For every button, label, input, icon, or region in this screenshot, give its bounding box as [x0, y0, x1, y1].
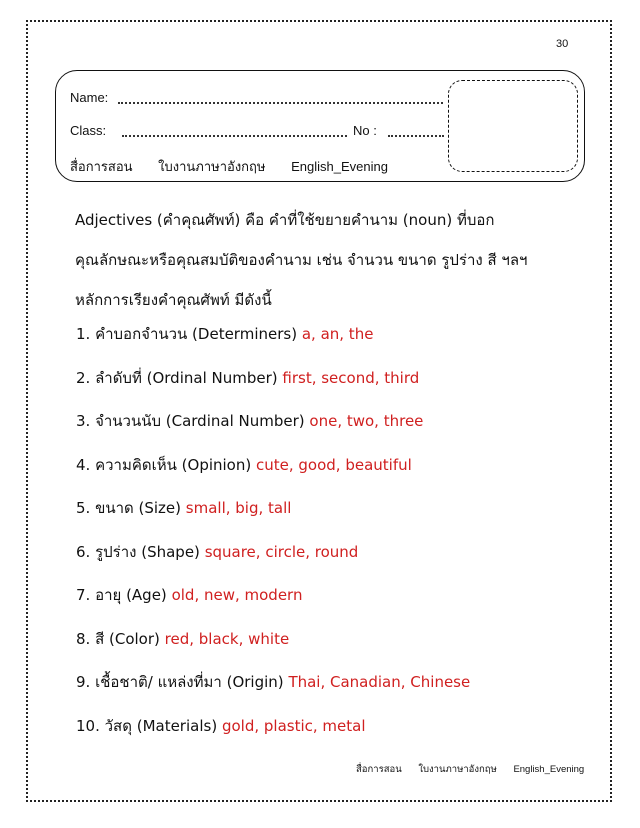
item-examples: a, an, the: [301, 325, 374, 343]
subtitle-media: สื่อการสอน: [70, 159, 133, 174]
item-examples: first, second, third: [282, 369, 420, 387]
item-label: 9. เชื้อชาติ/ แหล่งที่มา (Origin): [76, 673, 284, 691]
list-item: [76, 322, 373, 346]
list-item: [76, 409, 423, 433]
item-examples: square, circle, round: [204, 543, 359, 561]
subtitle-worksheet: ใบงานภาษาอังกฤษ: [158, 159, 266, 174]
footer-media: สื่อการสอน: [356, 764, 402, 775]
item-examples: Thai, Canadian, Chinese: [288, 673, 471, 691]
item-label: 3. จำนวนนับ (Cardinal Number): [76, 412, 305, 430]
intro-line-3: หลักการเรียงคำคุณศัพท์ มีดังนี้: [75, 291, 272, 309]
no-label: No :: [353, 123, 377, 138]
item-examples: small, big, tall: [185, 499, 292, 517]
intro-line-1: Adjectives (คำคุณศัพท์) คือ คำที่ใช้ขยายคำนาม (noun) ที่บอก: [75, 211, 495, 229]
list-item: [76, 627, 289, 651]
subtitle-class: English_Evening: [291, 159, 388, 174]
no-field[interactable]: [388, 135, 444, 137]
intro-line-2: คุณลักษณะหรือคุณสมบัติของคำนาม เช่น จำนวน ขนาด รูปร่าง สี ฯลฯ: [75, 251, 528, 269]
class-label: Class:: [70, 123, 107, 138]
class-field[interactable]: [122, 135, 347, 137]
item-label: 4. ความคิดเห็น (Opinion): [76, 456, 252, 474]
footer-worksheet: ใบงานภาษาอังกฤษ: [418, 764, 497, 775]
name-label: Name:: [70, 90, 109, 105]
item-label: 8. สี (Color): [76, 630, 160, 648]
list-item: [76, 453, 412, 477]
item-examples: one, two, three: [309, 412, 424, 430]
list-item: [76, 583, 302, 607]
page-number: 30: [556, 38, 569, 50]
item-label: 1. คำบอกจำนวน (Determiners): [76, 325, 298, 343]
header-subtitle: [70, 156, 388, 177]
footer-class: English_Evening: [513, 764, 585, 775]
item-label: 10. วัสดุ (Materials): [76, 717, 218, 735]
item-label: 7. อายุ (Age): [76, 586, 167, 604]
footer: [356, 762, 598, 777]
name-field[interactable]: [118, 102, 443, 104]
item-examples: gold, plastic, metal: [221, 717, 366, 735]
list-item: [76, 670, 470, 694]
item-label: 6. รูปร่าง (Shape): [76, 543, 200, 561]
item-label: 5. ขนาด (Size): [76, 499, 182, 517]
item-examples: old, new, modern: [171, 586, 303, 604]
photo-placeholder: [448, 80, 578, 172]
list-item: [76, 714, 366, 738]
list-item: [76, 366, 419, 390]
item-examples: red, black, white: [164, 630, 290, 648]
item-label: 2. ลำดับที่ (Ordinal Number): [76, 369, 278, 387]
item-examples: cute, good, beautiful: [256, 456, 412, 474]
list-item: [76, 496, 291, 520]
list-item: [76, 540, 358, 564]
